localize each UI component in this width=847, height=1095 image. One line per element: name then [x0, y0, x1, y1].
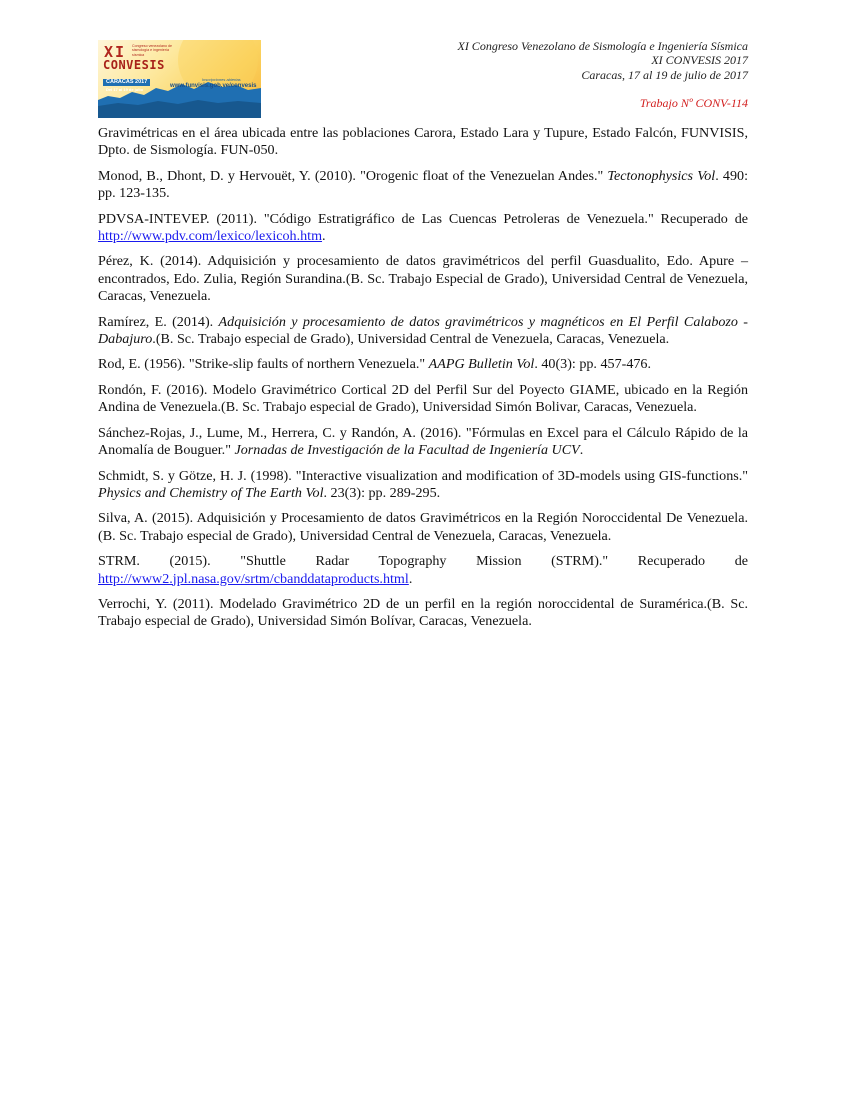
reference-text: Silva, A. (2015). Adquisición y Procesamiento de datos Gravimétricos en la Región Noroccidental De Venezuela.(B. Sc. Trabajo especial de Grado), Universidad Central de Venezuela, Caracas, Venezuela.	[98, 510, 748, 544]
header-conference-name: XI Congreso Venezolano de Sismología e Ingeniería Sísmica	[457, 39, 748, 53]
reference-item	[98, 211, 748, 246]
reference-item	[98, 553, 748, 588]
reference-item	[98, 168, 748, 203]
reference-item	[98, 425, 748, 460]
convesis-logo	[98, 40, 261, 118]
header-edition: XI CONVESIS 2017	[651, 53, 748, 68]
logo-registration: Inscripciones abiertas	[202, 77, 241, 82]
logo-acronym: CONVESIS	[103, 58, 165, 72]
reference-text: Ramírez, E. (2014).	[98, 313, 219, 330]
paper-id: Trabajo Nº CONV-114	[639, 96, 748, 110]
header-location-date: Caracas, 17 al 19 de julio de 2017	[581, 67, 748, 82]
logo-city-year: CARACAS 2017	[103, 79, 150, 86]
reference-item	[98, 125, 748, 160]
reference-text: Verrochi, Y. (2011). Modelado Gravimétrico 2D de un perfil en la región noroccidental de Suramérica.(B. Sc. Trabajo especial de Grado), Universidad Simón Bolívar, Caracas, Venezuela.	[98, 595, 748, 630]
reference-text: Rod, E. (1956). "Strike-slip faults of northern Venezuela."	[98, 356, 429, 373]
logo-subtitle: Congreso venezolano de sismología e ingeniería sísmica	[132, 44, 172, 57]
logo-url: www.funvisis.gob.ve/convesis	[170, 83, 257, 89]
reference-details: .	[579, 442, 584, 459]
reference-details: .	[408, 570, 413, 587]
reference-text: STRM. (2015). "Shuttle Radar Topography Mission (STRM)." Recuperado de	[98, 553, 748, 570]
reference-link[interactable]: http://www.pdv.com/lexico/lexicoh.htm	[98, 228, 323, 245]
reference-text: PDVSA-INTEVEP. (2011). "Código Estratigráfico de Las Cuencas Petroleras de Venezuela." Recuperado de	[98, 210, 748, 227]
reference-item	[98, 468, 748, 503]
reference-text: Gravimétricas en el área ubicada entre las poblaciones Carora, Estado Lara y Tupure, Estado Falcón, FUNVISIS, Dpto. de Sismología. FUN-050.	[98, 125, 748, 159]
reference-item	[98, 314, 748, 349]
reference-link[interactable]: http://www2.jpl.nasa.gov/srtm/cbanddataproducts.html	[98, 570, 409, 587]
reference-source: Jornadas de Investigación de la Facultad de Ingeniería UCV	[234, 442, 580, 459]
reference-details: . 40(3): pp. 457-476.	[534, 356, 651, 373]
reference-item	[98, 253, 748, 305]
reference-item	[98, 510, 748, 545]
reference-text: Schmidt, S. y Götze, H. J. (1998). "Interactive visualization and modification of 3D-models using GIS-functions."	[98, 467, 748, 484]
reference-item	[98, 382, 748, 417]
reference-item	[98, 356, 748, 373]
conference-header	[457, 39, 748, 82]
reference-item	[98, 596, 748, 631]
logo-roman-numeral: XI	[104, 43, 127, 61]
reference-text: Monod, B., Dhont, D. y Hervouët, Y. (2010). "Orogenic float of the Venezuelan Andes."	[98, 167, 608, 184]
reference-details: . 490: pp. 123-135.	[98, 167, 748, 202]
reference-details: . 23(3): pp. 289-295.	[323, 484, 441, 501]
reference-text: Rondón, F. (2016). Modelo Gravimétrico Cortical 2D del Perfil Sur del Poyecto GIAME, ubicado en la Región Andina de Venezuela.(B. Sc. Trabajo especial de Grado), Universidad Simón Bolivar, Caracas, Venezuela.	[98, 381, 748, 416]
reference-list	[98, 125, 748, 639]
logo-dates: Del 17 al 19 de julio	[106, 87, 143, 92]
reference-text: Pérez, K. (2014). Adquisición y procesamiento de datos gravimétricos del perfil Guasdualito, Edo. Apure – encontrados, Edo. Zulia, Región Surandina.(B. Sc. Trabajo Especial de Grado), Universidad Central de Venezuela, Caracas, Venezuela.	[98, 253, 748, 305]
reference-text: Sánchez-Rojas, J., Lume, M., Herrera, C. y Randón, A. (2016). "Fórmulas en Excel para el Cálculo Rápido de la Anomalía de Bouguer."	[98, 424, 748, 459]
reference-source: Adquisición y procesamiento de datos gravimétricos y magnéticos en El Perfil Calabozo - Dabajuro	[98, 313, 749, 348]
reference-source: Tectonophysics Vol	[607, 167, 716, 184]
reference-details: .(B. Sc. Trabajo especial de Grado), Universidad Central de Venezuela, Caracas, Venezuela.	[152, 331, 670, 348]
reference-source: AAPG Bulletin Vol	[428, 356, 535, 373]
reference-details: .	[322, 228, 326, 245]
reference-source: Physics and Chemistry of The Earth Vol	[98, 484, 324, 501]
